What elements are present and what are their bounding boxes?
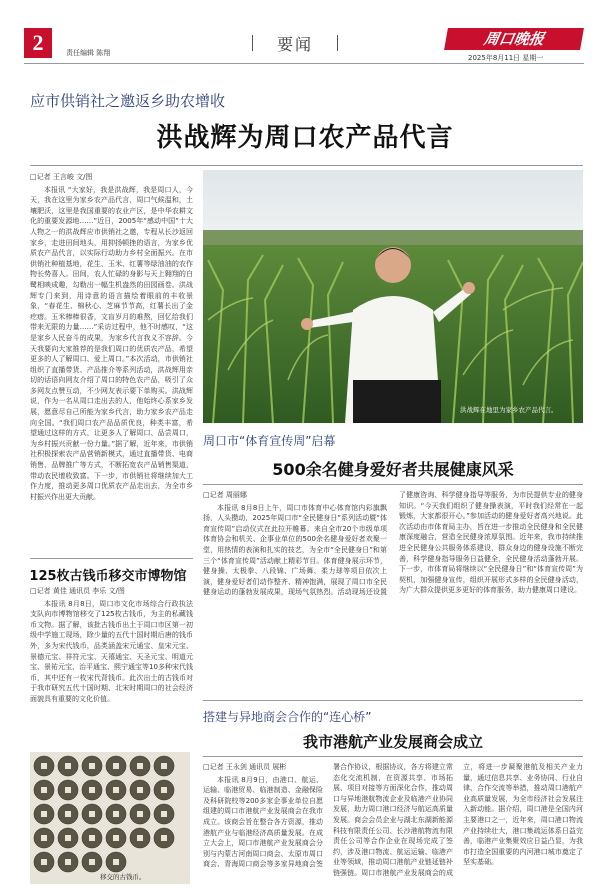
- lead-headline: 洪战辉为周口农产品代言: [156, 123, 454, 153]
- masthead: [0, 0, 600, 62]
- coins-photo: [30, 752, 190, 884]
- museum-divider: [30, 558, 193, 559]
- lead-divider: [30, 165, 583, 166]
- port-body: 本报讯 8月9日，由港口、航运、运输、临港贸易、临港制造、金融保险及科研院校等200多家企事业单位自愿组建的周口市港航产业发展商会在我市成立。该商会旨在整合各方资源，推动港航产业与临港经济高质量发展。在成立大会上，周口市港航产业发展商会分别与内蒙古河南周口商会、太原市周口商会、青海周口商会等多家异地商会签署合作协议，根据协议，各方将建立常态化交流机制，在资源共享、市场拓展、项目对接等方面深化合作，推动周口与异地港航物流企业及临港产业协同发展，助力周口港口经济与航运高质量发展。商会会员企业与湖北东湖新能源科技有限责任公司、长沙港航物流有限责任公司等合作企业在现场完成了签约，涉及港口物流、航运运输、临港产业等领域，推动周口港航产业链延链补链强链。周口市港航产业发展商会的成立，将进一步凝聚港航及相关产业力量，通过信息共享、业务协同、行业自律、合作交流等举措，推动周口港航产业高质量发展，为全市经济社会发展注入新动能。据介绍，周口港是全国内河主要港口之一，近年来，周口港口物流产业持续壮大，港口集疏运体系日益完善，临港产业集聚效应日益凸显，为我市打造全国重要的内河港口城市奠定了坚实基础。: [203, 763, 583, 877]
- editor-credit: 责任编辑 陈翔: [66, 49, 111, 57]
- port-article: [203, 762, 583, 887]
- newspaper-logo: 周口晚报: [444, 28, 584, 50]
- museum-byline: □记者 黄佳 通讯员 李乐 文/图: [30, 587, 125, 595]
- lead-article: [30, 172, 193, 552]
- port-divider: [203, 756, 583, 757]
- coins-illustration: [30, 752, 190, 884]
- fitness-divider: [203, 484, 583, 485]
- port-byline: □记者 王永剑 通讯员 展彬: [203, 763, 287, 771]
- fitness-kicker: 周口市“体育宣传周”启幕: [203, 434, 336, 448]
- coins-caption: 移交的古钱币。: [100, 873, 146, 881]
- section-title: 要闻: [240, 32, 350, 55]
- museum-body: 本报讯 8月8日，周口市文化市场综合行政执法支队向市博物馆移交了125枚古钱币，为主的私藏钱币文物。据了解，该批古钱币出土于周口市区第一初级中学施工现场，除少量的五代十国时期后唐的钱币外，多为宋代钱币，品类涵盖宋元通宝、皇宋元宝、景德元宝、祥符元宝、天禧通宝、天圣元宝、明道元宝、景祐元宝、治平通宝、熙宁通宝等10多种宋代钱币，其中还有一枚宋代背钱币。此次出土的古钱币对于我市研究五代十国时期、北宋时期周口的社会经济面貌具有重要的文化价值。: [30, 599, 193, 703]
- museum-article: [30, 586, 193, 746]
- fitness-byline: □记者 周丽娜: [203, 491, 247, 499]
- header-divider: [24, 63, 584, 64]
- lead-body: 本报讯 “大家好，我是洪战辉，我是周口人，今天，我在这里为家乡农产品代言，周口气候温和，土壤肥沃，这里是我国重要的农业产区，是中华农耕文化的重要发源地……”近日，2005年“感动中国”十大人物之一的洪战辉应市供销社之邀，专程从长沙返回家乡，走进田间地头，用抑扬顿挫的语言，为家乡优质农产品代言，以实际行动助力乡村全面振兴。在市供销社种植基地，花生、玉米、红薯等绿油油的农作物长势喜人。田间，农人忙碌的身影与天上翱翔的白鹭相映成趣，勾勒出一幅生机盎然的田园画卷。洪战辉专门来到，用诗意的语言描绘着眼前的丰收景象，“春花生、棉秋心、芝麻节节高，红薯长出了金疙瘩。玉米棒棒很香，文盲岁月的难熬，回忆给我们带来无限的力量……”采访过程中，他不时感叹，“这是家乡人民奋斗的成果，为家乡代言我义不容辞。今天我要向大家推荐的是我们周口的优质农产品，希望更多的人了解周口、爱上周口。”本次活动，市供销社组织了直播带货、产品推介等系列活动，洪战辉用亲切的话语向网友介绍了周口的特色农产品，吸引了众多网友点赞互动，不少网友表示要下单购买。洪战辉说，作为一名从周口走出去的人，他始终心系家乡发展，愿意尽自己所能为家乡代言，助力家乡农产品走向全国。“我们周口农产品品质优良，种类丰富，希望通过这样的方式，让更多人了解周口、品尝周口，为乡村振兴贡献一份力量。”据了解，近年来，市供销社积极探索农产品营销新模式，通过直播带货、电商销售、品牌推广等方式，不断拓宽农产品销售渠道，带动农民增收致富。下一步，市供销社将继续加大工作力度，推动更多周口优质农产品走出去，为全市乡村振兴作出更大贡献。: [30, 185, 193, 501]
- port-kicker: 搭建与异地商会合作的“连心桥”: [203, 710, 372, 724]
- port-top-divider: [203, 700, 583, 701]
- fitness-headline: 500余名健身爱好者共展健康风采: [272, 460, 514, 479]
- fitness-article: [203, 490, 583, 695]
- port-headline: 我市港航产业发展商会成立: [302, 733, 483, 751]
- lead-kicker: 应市供销社之邀返乡助农增收: [30, 92, 226, 110]
- lead-byline: □记者 王言峻 文/图: [30, 173, 93, 181]
- issue-date: 2025年8月11日 星期一: [468, 54, 544, 62]
- photo-caption: 洪战辉在地里为家乡农产品代言。: [460, 406, 558, 414]
- page-number: 2: [24, 28, 52, 58]
- museum-headline: 125枚古钱币移交市博物馆: [29, 569, 187, 584]
- fitness-body: 本报讯 8月8日上午，周口市体育中心体育馆内彩旗飘扬，人头攒动，2025年周口市“全民健身日”系列活动暨“体育宣传周”启动仪式在此拉开帷幕。来自全市20个市级单项体育协会和机关、企事业单位的500余名健身爱好者欢聚一堂，用热情的表演和扎实的技艺，为全市“全民健身日”和第三个“体育宣传周”活动献上精彩节目。体育健身展示环节，健身操、太极拳、八段锦、广场舞、柔力球等项目依次上演，健身爱好者们动作整齐、精神饱满，展现了周口市全民健身运动的蓬勃发展成果，现场气氛热烈。活动现场还设置了健康咨询、科学健身指导等服务，为市民提供专业的健身知识。“今天我们组织了健身操表演，平时我们经常在一起锻炼，大家都很开心。”参加活动的健身爱好者高兴地说。此次活动由市体育局主办，旨在进一步推动全民健身和全民健康深度融合，营造全民健身浓厚氛围。近年来，我市持续推进全民健身公共服务体系建设，群众身边的健身设施不断完善，科学健身指导服务日益健全，全民健身活动蓬勃开展。下一步，市体育局将继续以“全民健身日”和“体育宣传周”为契机，加强健身宣传，组织开展形式多样的全民健身活动，为广大群众提供更多更好的体育服务，助力健康周口建设。: [203, 491, 583, 597]
- cornfield-photo-illustration: [203, 170, 583, 423]
- lead-photo: [203, 170, 583, 423]
